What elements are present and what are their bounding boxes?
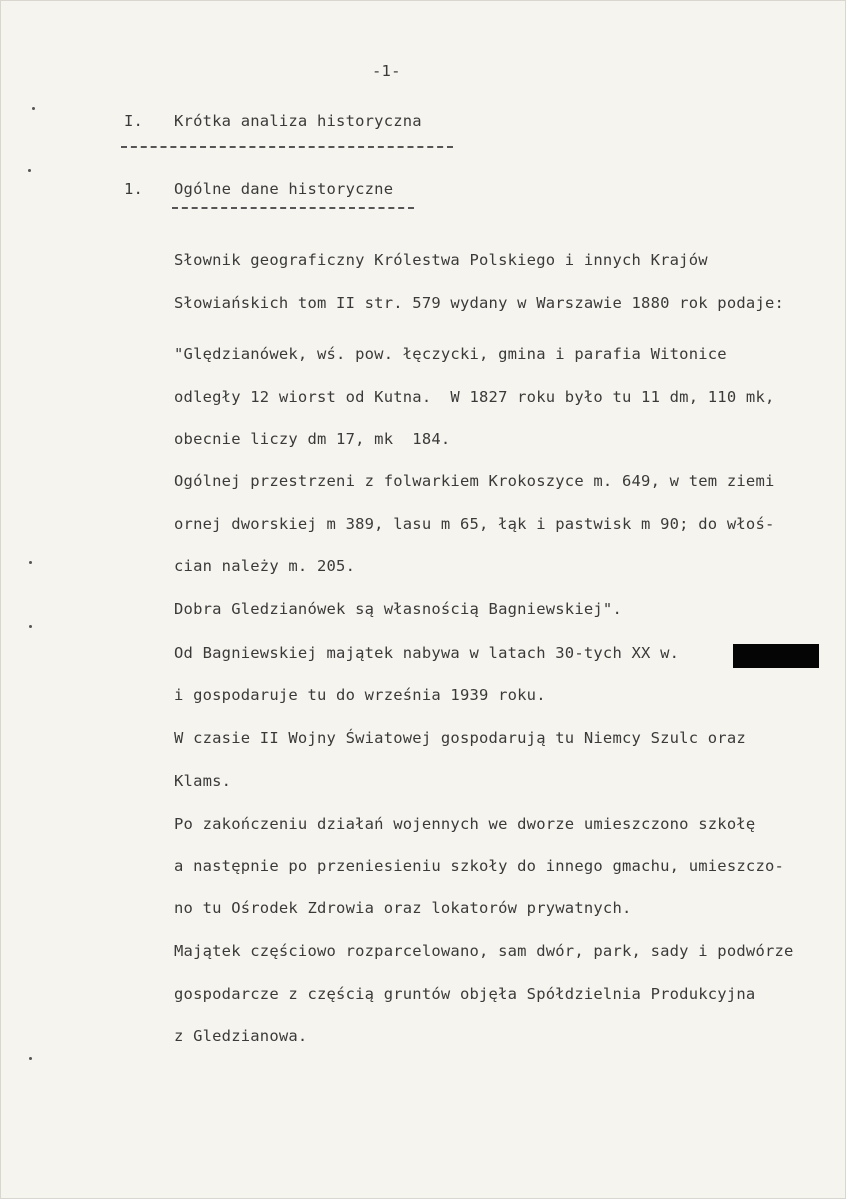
body-line: Słowiańskich tom II str. 579 wydany w Warszawie 1880 rok podaje: [174,294,785,312]
body-line: ornej dworskiej m 389, lasu m 65, łąk i pastwisk m 90; do włoś- [174,515,775,533]
body-line: i gospodaruje tu do września 1939 roku. [174,686,546,704]
body-line: Po zakończeniu działań wojennych we dworze umieszczono szkołę [174,815,756,833]
body-line: a następnie po przeniesieniu szkoły do innego gmachu, umieszczo- [174,857,785,875]
body-line: Dobra Gledzianówek są własnością Bagniewskiej". [174,600,622,618]
margin-mark [29,1057,32,1060]
body-line: z Gledzianowa. [174,1027,308,1045]
subsection-title: Ogólne dane historyczne [174,180,394,198]
body-line: Klams. [174,772,232,790]
body-line: "Ględzianówek, wś. pow. łęczycki, gmina i parafia Witonice [174,345,727,363]
body-line: Ogólnej przestrzeni z folwarkiem Krokoszyce m. 649, w tem ziemi [174,472,775,490]
body-line: W czasie II Wojny Światowej gospodarują tu Niemcy Szulc oraz [174,729,746,747]
section-title: Krótka analiza historyczna [174,112,422,130]
subsection-number: 1. [124,180,144,198]
body-line: Od Bagniewskiej majątek nabywa w latach 30-tych XX w. [174,644,680,662]
body-line: no tu Ośrodek Zdrowia oraz lokatorów prywatnych. [174,899,632,917]
section-number: I. [124,112,144,130]
body-line: cian należy m. 205. [174,557,356,575]
body-line: obecnie liczy dm 17, mk 184. [174,430,451,448]
section-title-underline [121,146,453,148]
subsection-title-underline [172,207,414,209]
margin-mark [28,169,31,172]
body-line: gospodarcze z częścią gruntów objęła Spółdzielnia Produkcyjna [174,985,756,1003]
redaction-block [733,644,819,668]
body-line: Słownik geograficzny Królestwa Polskiego i innych Krajów [174,251,708,269]
margin-mark [32,107,35,110]
body-line: odległy 12 wiorst od Kutna. W 1827 roku było tu 11 dm, 110 mk, [174,388,775,406]
page-number: -1- [372,62,401,80]
body-line: Majątek częściowo rozparcelowano, sam dwór, park, sady i podwórze [174,942,794,960]
margin-mark [29,625,32,628]
margin-mark [29,561,32,564]
